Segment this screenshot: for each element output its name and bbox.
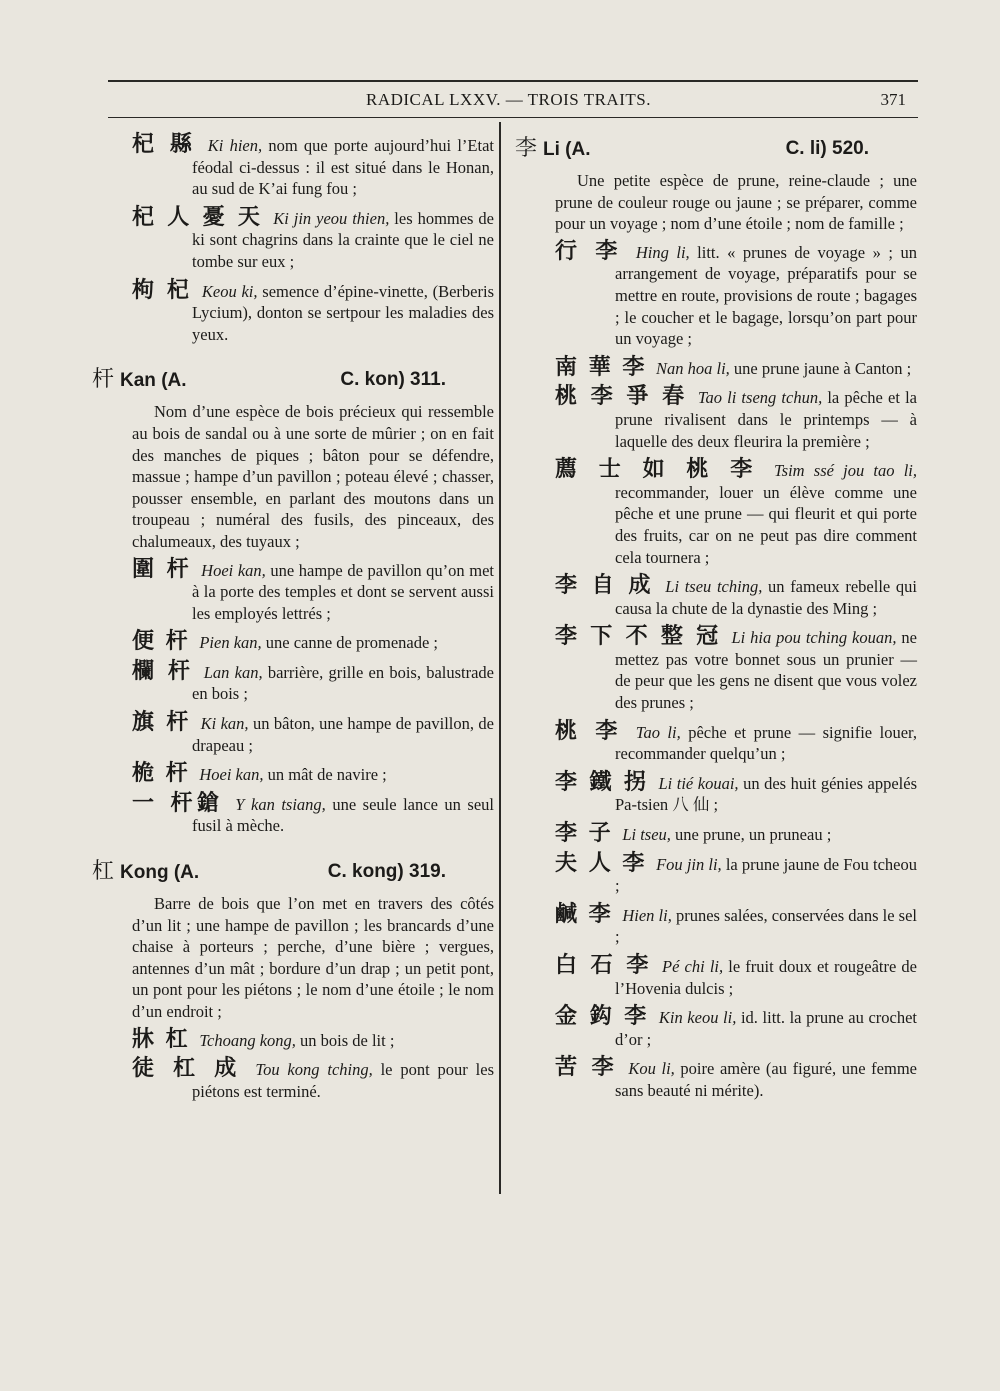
entry-han: 杞 縣: [132, 132, 208, 157]
entry-han: 苦 李: [555, 1055, 629, 1081]
entry-definition: nom que porte aujourd’hui l’Etat féodal ci-dessus : il est situé dans le Honan, au sud de K’ai fung fou ;: [192, 136, 494, 199]
entry-definition: la prune jaune de Fou tcheou ;: [615, 854, 917, 896]
heading-number: C. li) 520.: [785, 138, 869, 159]
entry-han: 徒 杠 成: [132, 1056, 256, 1082]
char-description-kan: Nom d’une espèce de bois précieux qui ressemble au bois de sandal ou à une sorte de mûrier ; on en fait des manches de piques ; bâton pour se défendre, massue ; hampe d’un pavillon ; poteau élevé ; chasser, pousser ensemble, en parlant des moutons dans un troupeau ; numéral des fusils, des pinceaux, des chalumeaux, des tuyaux ;: [132, 402, 494, 551]
entry-han: 牀 杠: [132, 1026, 200, 1052]
entry-definition: un bois de lit ;: [295, 1030, 395, 1050]
kong-entries: [132, 1026, 494, 1103]
entry-transliteration: Nan hoa li,: [655, 358, 730, 378]
entry-transliteration: Pé chi li,: [662, 957, 724, 976]
compound-entry: [132, 790, 495, 837]
running-header: [108, 86, 918, 116]
entry-transliteration: Fou jin li,: [656, 854, 722, 874]
compound-entry: [555, 1057, 917, 1101]
entry-transliteration: Keou ki,: [201, 281, 258, 301]
entry-han: 桃 李: [555, 718, 636, 744]
entry-definition: litt. « prunes de voyage » ; un arrangement de voyage, préparatifs pour se mettre en route, provisions de route ; bagages ; le coucher et le bagage, lorsqu’on part pour un voyage ;: [615, 242, 917, 349]
header-title: RADICAL LXXV. — TROIS TRAITS.: [366, 90, 651, 109]
heading-reading: Li (A.: [543, 139, 591, 160]
heading-reading: Kong (A.: [120, 862, 200, 884]
entry-definition: un bâton, une hampe de pavillon, de drapeau ;: [192, 714, 495, 755]
compound-entry: [555, 459, 917, 568]
entry-han: 鹹 李: [555, 901, 623, 927]
entry-definition: les hommes de ki sont chagrins dans la crainte que le ciel ne tombe sur eux ;: [192, 208, 494, 271]
entry-transliteration: Hoei kan,: [201, 560, 266, 580]
entry-transliteration: Ki hien,: [207, 136, 263, 155]
compound-entry: [555, 850, 917, 897]
entry-transliteration: Lan kan,: [203, 662, 263, 682]
entry-han: 金 鈎 李: [555, 1004, 659, 1030]
entry-definition: une canne de promenade ;: [261, 633, 439, 653]
entry-transliteration: Hing li,: [635, 242, 690, 262]
compound-entry: [555, 575, 917, 619]
entry-han: 旗 杆: [132, 710, 201, 736]
compound-entry: [132, 277, 494, 346]
entry-han: 李 自 成: [555, 573, 666, 599]
entry-definition: id. litt. la prune au crochet d’or ;: [615, 1008, 918, 1049]
heading-number: C. kon) 311.: [340, 369, 446, 391]
entry-definition: une hampe de pavillon qu’on met à la porte des temples et dont se servent aussi les employés lettrés ;: [192, 560, 494, 623]
entry-han: 李 鐵 拐: [555, 769, 659, 795]
entry-definition: poire amère (au figuré, une femme sans beauté ni mérite).: [615, 1059, 917, 1100]
entry-transliteration: Tsim ssé jou tao li,: [774, 461, 917, 481]
compound-entry: [132, 658, 495, 705]
entry-han: 杞 人 憂 天: [132, 204, 274, 230]
char-heading-kong: [92, 861, 494, 887]
entry-definition: un mât de navire ;: [263, 765, 387, 785]
char-description-kong: Barre de bois que l’on met en travers des côtés d’un lit ; une hampe de pavillon ; les brancards d’une chaise à porteurs ; perche, d’une bière ; vergues, antennes d’un mât ; bordure d’un drap ; un petit pont, un pont pour les piétons ; le nom d’une étoile ; le nom d’un endroit ;: [132, 894, 494, 1021]
compound-entry: [555, 238, 917, 350]
entry-definition: prunes salées, conservées dans le sel ;: [615, 905, 917, 947]
compound-entry: [555, 1006, 917, 1050]
entry-transliteration: Hoei kan,: [199, 765, 264, 785]
char-heading-li: [515, 138, 917, 164]
compound-entry: [132, 204, 494, 273]
entry-han: 李 子: [555, 821, 623, 847]
entry-transliteration: Ki jin yeou thien,: [273, 208, 390, 228]
entry-definition: une seule lance un seul fusil à mèche.: [192, 794, 495, 836]
entry-definition: un des huit génies appelés Pa-tsien 八 仙 ;: [615, 773, 918, 815]
compound-entry: [132, 134, 494, 200]
entry-transliteration: Ki kan,: [200, 714, 249, 734]
entry-han: 薦 士 如 桃 李: [555, 457, 774, 483]
entry-definition: le fruit doux et rougeâtre de l’Hovenia dulcis ;: [615, 957, 918, 998]
entry-transliteration: Li tseu tching,: [665, 577, 763, 597]
compound-entry: [555, 823, 917, 846]
entry-transliteration: Li tseu,: [622, 825, 671, 845]
entry-han: 行 李: [555, 238, 636, 264]
entry-han: 南 華 李: [555, 354, 656, 380]
entry-transliteration: Li tié kouai,: [658, 773, 739, 793]
entry-han: 夫 人 李: [555, 850, 657, 876]
compound-entry: [555, 626, 917, 713]
entry-definition: barrière, grille en bois, balustrade en bois ;: [192, 662, 495, 704]
entry-definition: recommander, louer un élève comme une pêche et une prune — qui fleurit et qui porte des fruits, car on ne peut pas dire comment cela tournera ;: [615, 482, 917, 567]
compound-entry: [555, 386, 917, 452]
entry-han: 李 下 不 整 冠: [555, 624, 732, 650]
entry-han: 桅 杆: [132, 761, 200, 787]
left-top-entries: [132, 134, 494, 345]
compound-entry: [132, 631, 494, 654]
char-description-li: Une petite espèce de prune, reine-claude ; une prune de couleur rouge ou jaune ; se préparer, comme pour un voyage ; nom d’une étoile ; nom de famille ;: [555, 171, 917, 234]
entry-transliteration: Tao li,: [635, 722, 681, 742]
entry-definition: un fameux rebelle qui causa la chute de la dynastie des Ming ;: [615, 577, 917, 618]
compound-entry: [132, 1058, 494, 1102]
top-rule: [108, 80, 918, 82]
entry-definition: ne mettez pas votre bonnet sous un prunier — de peur que les gens ne disent que vous volez des prunes ;: [615, 628, 917, 713]
heading-reading: Kan (A.: [120, 370, 187, 392]
entry-transliteration: Kou li,: [628, 1059, 675, 1079]
column-divider: [499, 122, 501, 1194]
entry-han: 一 杆鎗: [132, 790, 236, 816]
left-column: [92, 132, 495, 1109]
compound-entry: [555, 769, 918, 816]
entry-transliteration: Tou kong tching,: [255, 1060, 373, 1080]
heading-number: C. kong) 319.: [327, 861, 446, 883]
heading-char: 杆: [92, 367, 115, 393]
entry-han: 欄 杆: [132, 658, 204, 684]
compound-entry: [555, 955, 917, 999]
char-heading-kan: [92, 369, 494, 395]
compound-entry: [555, 718, 917, 765]
entry-definition: pêche et prune — signifie louer, recommander quelqu’un ;: [615, 722, 917, 764]
entry-transliteration: Tao li tseng tchun,: [697, 388, 823, 408]
entry-definition: une prune jaune à Canton ;: [729, 358, 912, 378]
entry-transliteration: Y kan tsiang,: [235, 794, 326, 814]
page-number: 371: [880, 90, 906, 109]
heading-char: 杠: [92, 859, 115, 885]
compound-entry: [555, 354, 917, 380]
entry-han: 枸 杞: [132, 277, 202, 303]
entry-transliteration: Li hia pou tching kouan,: [731, 628, 897, 648]
entry-han: 圍 杆: [132, 556, 202, 582]
entry-han: 便 杆: [132, 629, 200, 655]
li-entries: [555, 238, 918, 1102]
header-rule: [108, 117, 918, 118]
entry-transliteration: Tchoang kong,: [199, 1030, 296, 1050]
kan-entries: [132, 556, 495, 838]
entry-transliteration: Pien kan,: [199, 633, 262, 653]
entry-definition: une prune, un pruneau ;: [670, 825, 832, 845]
entry-transliteration: Kin keou li,: [658, 1008, 737, 1028]
entry-transliteration: Hien li,: [622, 905, 672, 925]
right-column: [515, 134, 918, 1109]
compound-entry: [132, 763, 494, 786]
compound-entry: [555, 901, 917, 948]
entry-definition: semence d’épine-vinette, (Berberis Lycium), donton se sertpour les maladies des yeux.: [192, 281, 494, 344]
entry-han: 白 石 李: [555, 953, 663, 978]
heading-char: 李: [515, 136, 538, 161]
compound-entry: [132, 556, 494, 625]
compound-entry: [132, 712, 494, 756]
entry-definition: le pont pour les piétons est terminé.: [192, 1060, 494, 1101]
compound-entry: [132, 1026, 494, 1052]
entry-definition: la pêche et la prune rivalisent dans le printemps — à laquelle des deux fleurira la première ;: [615, 388, 917, 451]
entry-han: 桃 李 爭 春: [555, 384, 698, 410]
